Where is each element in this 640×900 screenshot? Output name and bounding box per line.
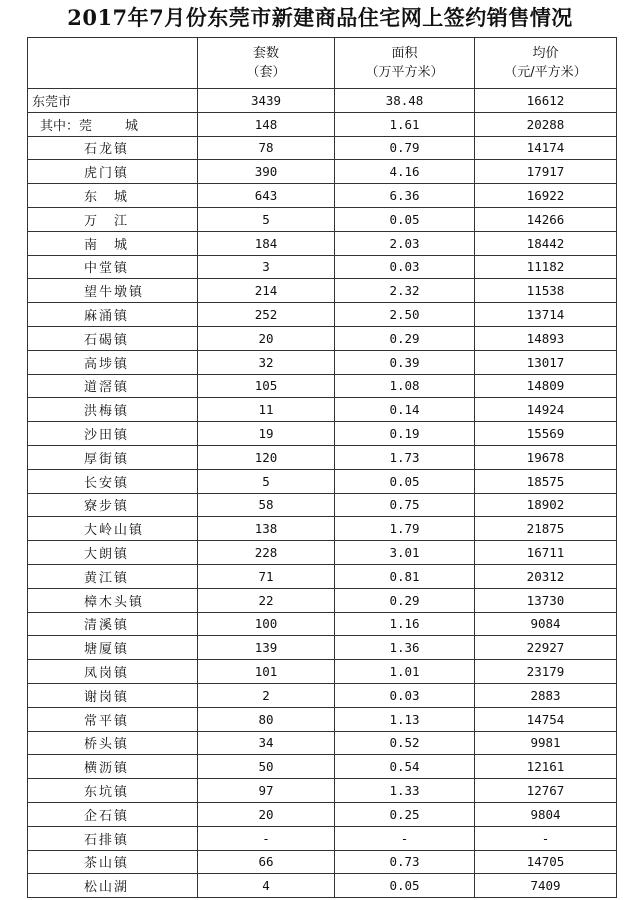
header-units [198,38,335,89]
table-row [28,660,617,684]
region-name: 南 城 [84,237,130,253]
table-row [28,303,617,327]
price-cell: 14754 [475,707,617,731]
price-cell: 20312 [475,564,617,588]
region-cell [28,874,198,898]
region-cell [28,326,198,350]
region-cell [28,636,198,660]
table-row [28,755,617,779]
region-name: 常平镇 [84,713,130,729]
region-name: 莞 城 [79,118,149,134]
table-row [28,612,617,636]
price-cell: 14705 [475,850,617,874]
area-cell: 0.39 [335,350,475,374]
area-cell: 1.73 [335,445,475,469]
region-name: 沙田镇 [84,428,130,444]
area-cell: - [335,826,475,850]
area-cell: 0.73 [335,850,475,874]
area-cell: 1.08 [335,374,475,398]
price-cell: 22927 [475,636,617,660]
region-name: 谢岗镇 [84,689,130,705]
header-area [335,38,475,89]
region-name: 东莞市 [32,94,72,110]
region-name: 长安镇 [84,475,130,491]
area-cell: 0.54 [335,755,475,779]
price-cell: 21875 [475,517,617,541]
area-cell: 4.16 [335,160,475,184]
table-row [28,826,617,850]
region-cell [28,802,198,826]
area-cell: 0.05 [335,207,475,231]
area-cell: 0.03 [335,683,475,707]
table-row [28,231,617,255]
area-cell: 2.32 [335,279,475,303]
region-cell [28,469,198,493]
region-cell [28,683,198,707]
price-cell: 14809 [475,374,617,398]
units-cell: 3439 [198,89,335,113]
units-cell: 184 [198,231,335,255]
price-cell: - [475,826,617,850]
price-cell: 19678 [475,445,617,469]
units-cell: 5 [198,207,335,231]
area-cell: 0.29 [335,326,475,350]
price-cell: 14174 [475,136,617,160]
region-name: 横沥镇 [84,761,130,777]
table-row [28,326,617,350]
table-row [28,493,617,517]
region-name: 大朗镇 [84,547,130,563]
region-cell [28,707,198,731]
units-cell: - [198,826,335,850]
region-cell [28,398,198,422]
header-price-label: 均价 [532,46,559,61]
region-name: 桥头镇 [84,737,130,753]
region-cell [28,779,198,803]
units-cell: 214 [198,279,335,303]
table-row [28,136,617,160]
region-name: 石碣镇 [84,332,130,348]
header-units-unit: （套） [246,65,286,80]
units-cell: 58 [198,493,335,517]
header-area-unit: （万平方米） [365,65,444,80]
region-name: 望牛墩镇 [84,285,145,301]
units-cell: 228 [198,541,335,565]
region-cell [28,731,198,755]
table-row [28,541,617,565]
price-cell: 18442 [475,231,617,255]
price-cell: 16922 [475,184,617,208]
region-cell [28,564,198,588]
region-name: 厚街镇 [84,451,130,467]
price-cell: 14924 [475,398,617,422]
units-cell: 78 [198,136,335,160]
area-cell: 0.81 [335,564,475,588]
header-region [28,38,198,89]
region-name: 石龙镇 [84,142,130,158]
table-row [28,350,617,374]
header-area-label: 面积 [391,46,418,61]
price-cell: 11538 [475,279,617,303]
table-row [28,160,617,184]
region-cell [28,136,198,160]
area-cell: 1.79 [335,517,475,541]
price-cell: 18575 [475,469,617,493]
region-name: 寮步镇 [84,499,130,515]
region-name: 道滘镇 [84,380,130,396]
table-row [28,802,617,826]
price-cell: 20288 [475,112,617,136]
table-row [28,874,617,898]
table-row [28,184,617,208]
table-row [28,731,617,755]
area-cell: 0.14 [335,398,475,422]
area-cell: 0.25 [335,802,475,826]
region-prefix: 其中： [40,118,80,134]
table-row [28,398,617,422]
price-cell: 16612 [475,89,617,113]
table-row [28,207,617,231]
header-price [475,38,617,89]
price-cell: 13017 [475,350,617,374]
table-row [28,422,617,446]
region-cell [28,160,198,184]
region-cell [28,660,198,684]
header-units-label: 套数 [252,46,279,61]
region-cell [28,207,198,231]
price-cell: 7409 [475,874,617,898]
table-row [28,707,617,731]
price-cell: 9804 [475,802,617,826]
region-name: 塘厦镇 [84,642,130,658]
units-cell: 101 [198,660,335,684]
units-cell: 3 [198,255,335,279]
table-row [28,89,617,113]
region-name: 黄江镇 [84,570,130,586]
units-cell: 105 [198,374,335,398]
units-cell: 97 [198,779,335,803]
region-name: 高埗镇 [84,356,130,372]
units-cell: 100 [198,612,335,636]
region-name: 麻涌镇 [84,309,130,325]
price-cell: 14266 [475,207,617,231]
table-row [28,469,617,493]
units-cell: 34 [198,731,335,755]
area-cell: 1.33 [335,779,475,803]
area-cell: 0.79 [335,136,475,160]
table-row [28,779,617,803]
price-cell: 15569 [475,422,617,446]
area-cell: 3.01 [335,541,475,565]
price-cell: 9981 [475,731,617,755]
region-cell [28,541,198,565]
units-cell: 50 [198,755,335,779]
region-name: 松山湖 [84,880,130,896]
region-cell [28,303,198,327]
units-cell: 11 [198,398,335,422]
price-cell: 23179 [475,660,617,684]
table-row [28,850,617,874]
area-cell: 2.50 [335,303,475,327]
price-cell: 14893 [475,326,617,350]
header-price-unit: （元/平方米） [504,65,587,80]
area-cell: 6.36 [335,184,475,208]
area-cell: 0.05 [335,469,475,493]
units-cell: 80 [198,707,335,731]
table-row [28,445,617,469]
units-cell: 4 [198,874,335,898]
area-cell: 1.61 [335,112,475,136]
region-name: 石排镇 [84,832,130,848]
area-cell: 0.29 [335,588,475,612]
region-cell [28,755,198,779]
region-name: 凤岗镇 [84,666,130,682]
region-cell [28,445,198,469]
area-cell: 1.01 [335,660,475,684]
region-name: 洪梅镇 [84,404,130,420]
table-row [28,683,617,707]
region-cell [28,612,198,636]
region-name: 东 城 [84,190,130,206]
region-name: 大岭山镇 [84,523,145,539]
region-name: 清溪镇 [84,618,130,634]
price-cell: 18902 [475,493,617,517]
units-cell: 66 [198,850,335,874]
price-cell: 13714 [475,303,617,327]
units-cell: 20 [198,326,335,350]
price-cell: 12161 [475,755,617,779]
table-row [28,374,617,398]
table-row [28,279,617,303]
units-cell: 139 [198,636,335,660]
area-cell: 0.19 [335,422,475,446]
table-row [28,517,617,541]
units-cell: 138 [198,517,335,541]
units-cell: 120 [198,445,335,469]
price-cell: 16711 [475,541,617,565]
region-cell [28,112,198,136]
region-cell [28,422,198,446]
area-cell: 1.13 [335,707,475,731]
region-name: 企石镇 [84,808,130,824]
area-cell: 0.52 [335,731,475,755]
price-cell: 12767 [475,779,617,803]
units-cell: 71 [198,564,335,588]
region-name: 东坑镇 [84,785,130,800]
price-cell: 17917 [475,160,617,184]
region-cell [28,850,198,874]
area-cell: 0.75 [335,493,475,517]
price-cell: 2883 [475,683,617,707]
region-cell [28,826,198,850]
table-row [28,112,617,136]
region-cell [28,184,198,208]
region-cell [28,517,198,541]
units-cell: 32 [198,350,335,374]
region-cell [28,231,198,255]
units-cell: 20 [198,802,335,826]
page-title: 2017年7月份东莞市新建商品住宅网上签约销售情况 [67,5,573,30]
area-cell: 0.03 [335,255,475,279]
region-cell [28,89,198,113]
units-cell: 2 [198,683,335,707]
region-name: 虎门镇 [84,166,130,182]
area-cell: 0.05 [335,874,475,898]
table-row [28,564,617,588]
region-cell [28,493,198,517]
region-name: 中堂镇 [84,261,130,277]
area-cell: 38.48 [335,89,475,113]
units-cell: 148 [198,112,335,136]
region-name: 茶山镇 [84,856,130,872]
area-cell: 1.16 [335,612,475,636]
units-cell: 643 [198,184,335,208]
region-name: 樟木头镇 [84,594,145,610]
region-cell [28,350,198,374]
units-cell: 5 [198,469,335,493]
price-cell: 9084 [475,612,617,636]
region-cell [28,255,198,279]
region-cell [28,374,198,398]
sales-table [27,37,617,898]
region-cell [28,279,198,303]
units-cell: 390 [198,160,335,184]
price-cell: 13730 [475,588,617,612]
table-row [28,588,617,612]
units-cell: 19 [198,422,335,446]
region-name: 万 江 [84,213,130,229]
table-header-row [28,38,617,89]
price-cell: 11182 [475,255,617,279]
units-cell: 22 [198,588,335,612]
area-cell: 1.36 [335,636,475,660]
region-cell [28,588,198,612]
area-cell: 2.03 [335,231,475,255]
units-cell: 252 [198,303,335,327]
table-row [28,255,617,279]
table-row [28,636,617,660]
